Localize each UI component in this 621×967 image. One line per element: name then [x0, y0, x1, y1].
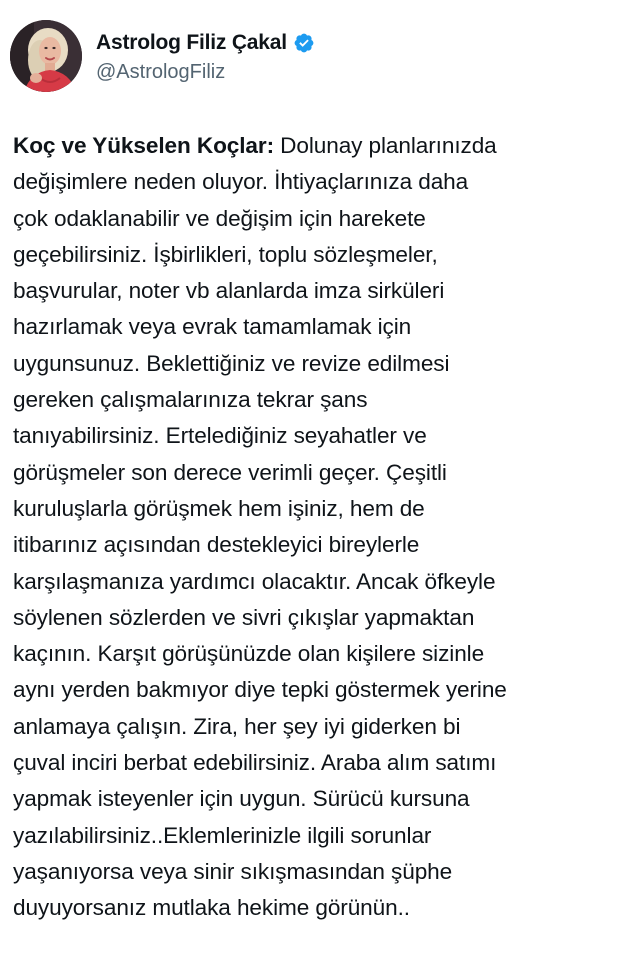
- tweet-text: [13, 128, 613, 927]
- name-row: [96, 29, 315, 57]
- tweet-body: Dolunay planlarınızda değişimlere neden oluyor. İhtiyaçlarınıza daha çok odaklanabilir ve değişim için harekete geçebilirsiniz. İşbirlikleri, toplu sözleşmeler, başvurular, noter vb alanlarda imza sirküleri hazırlamak veya evrak tamamlamak için uygunsunuz. Beklettiğiniz ve revize edilmesi gereken çalışmalarınıza tekrar şans tanıyabilirsiniz. Ertelediğiniz seyahatler ve görüşmeler son derece verimli geçer. Çeşitli kuruluşlarla görüşmek hem işiniz, hem de itibarınız açısından destekleyici bireylerle karşılaşmanıza yardımcı olacaktır. Ancak öfkeyle söylenen sözlerden ve sivri çıkışlar yapmaktan kaçının. Karşıt görüşünüzde olan kişilere sizinle aynı yerden bakmıyor diye tepki göstermek yerine anlamaya çalışın. Zira, her şey iyi giderken bi çuval inciri berbat edebilirsiniz. Araba alım satımı yapmak isteyenler için uygun. Sürücü kursuna yazılabilirsiniz..Eklemlerinizle ilgili sorunlar yaşanıyorsa veya sinir sıkışmasından şüphe duyuyorsanız mutlaka hekime görünün..: [13, 133, 507, 921]
- author-handle[interactable]: @AstrologFiliz: [96, 60, 226, 83]
- avatar-portrait-image: [10, 20, 82, 92]
- tweet-header: [10, 18, 315, 94]
- avatar[interactable]: [10, 20, 82, 92]
- tweet-lead-bold: Koç ve Yükselen Koçlar:: [13, 133, 274, 158]
- author-names: [96, 29, 315, 84]
- verified-badge-icon[interactable]: [293, 32, 315, 54]
- author-display-name[interactable]: Astrolog Filiz Çakal: [96, 30, 287, 54]
